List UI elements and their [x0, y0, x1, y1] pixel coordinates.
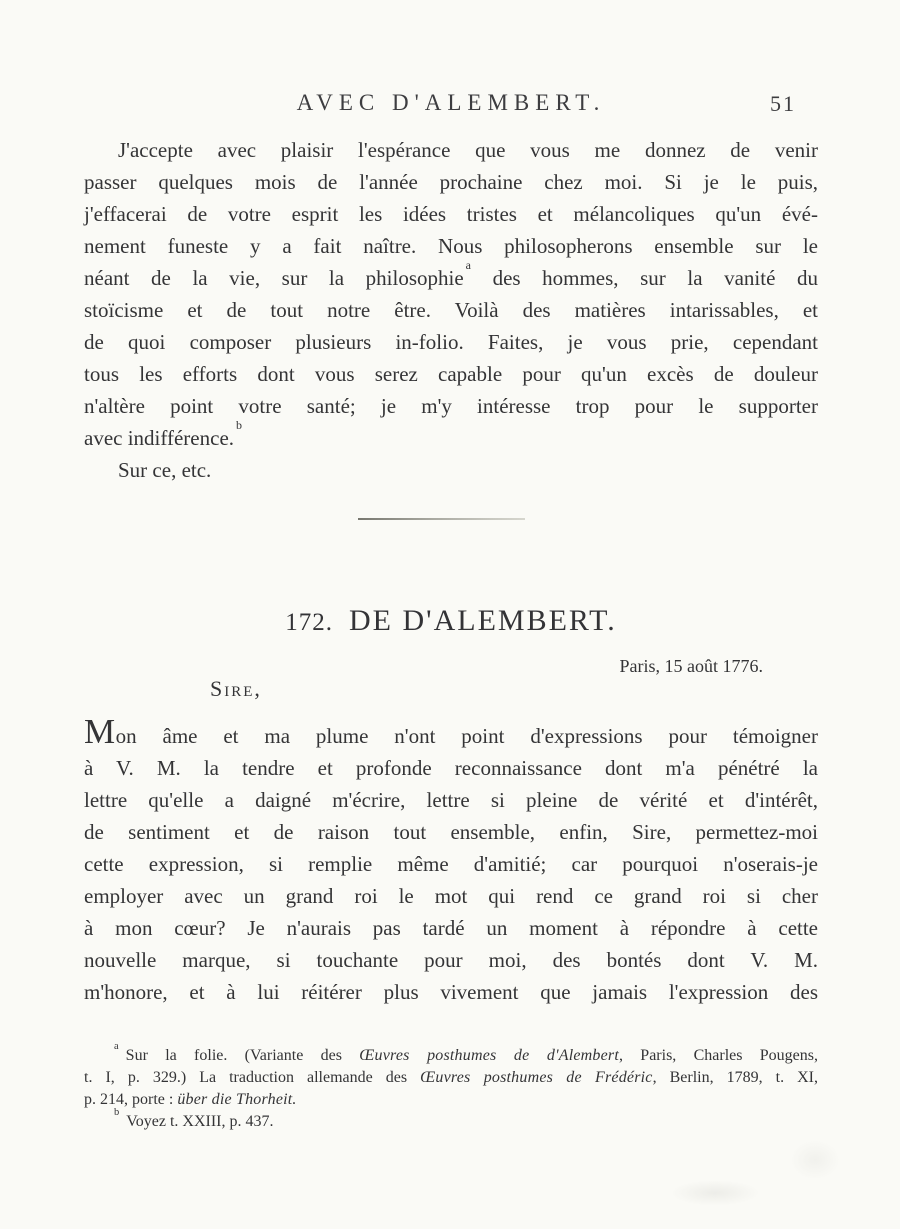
- text-line: nement funeste y a fait naître. Nous philosopherons ensemble sur le: [84, 234, 818, 258]
- text-line: employer avec un grand roi le mot qui rend ce grand roi si cher: [84, 884, 818, 908]
- footnote-ref-b: b: [236, 418, 243, 432]
- text-line: stoïcisme et de tout notre être. Voilà des matières intarissables, et: [84, 298, 818, 322]
- text-segment: Voyez t. XXIII, p. 437.: [126, 1113, 274, 1130]
- dateline: Paris, 15 août 1776.: [619, 656, 763, 676]
- text-segment: , Paris, Charles Pougens,: [619, 1047, 818, 1064]
- text-line: [84, 712, 818, 752]
- text-line: à V. M. la tendre et profonde reconnaissance dont m'a pénétré la: [84, 756, 818, 780]
- text-line: [84, 258, 818, 294]
- text-line: J'accepte avec plaisir l'espérance que vous me donnez de venir: [118, 138, 818, 162]
- footnote-a-line: [84, 1067, 818, 1089]
- text-line: tous les efforts dont vous serez capable pour qu'un excès de douleur: [84, 362, 818, 386]
- footnote-a-marker: a: [114, 1040, 119, 1052]
- footnote-a-line: [84, 1040, 818, 1067]
- book-title-italic: über die Thorheit.: [177, 1091, 297, 1108]
- book-title-italic: Œuvres posthumes de d'Alembert: [359, 1047, 619, 1064]
- letter-number: 172.: [285, 609, 334, 636]
- text-segment: néant de la vie, sur la philosophie: [84, 266, 464, 290]
- scan-smudge: [670, 1180, 760, 1206]
- footnotes: [84, 1040, 818, 1133]
- text-line: passer quelques mois de l'année prochaine chez moi. Si je le puis,: [84, 170, 818, 194]
- letter-title: DE D'ALEMBERT.: [349, 604, 617, 637]
- letter-heading: [84, 604, 818, 638]
- running-header-title: AVEC D'ALEMBERT.: [296, 90, 606, 115]
- book-title-italic: Œuvres posthumes de Frédéric: [420, 1069, 653, 1086]
- page-number: 51: [770, 91, 796, 116]
- text-line: de sentiment et de raison tout ensemble, enfin, Sire, permettez-moi: [84, 820, 818, 844]
- footnote-b-line: [84, 1106, 818, 1133]
- footnote-b-marker: b: [114, 1106, 120, 1118]
- salutation: Sire,: [210, 676, 262, 701]
- letter-172-body: [84, 712, 818, 1008]
- text-line: n'altère point votre santé; je m'y intéresse trop pour le supporter: [84, 394, 818, 418]
- text-segment: avec indifférence.: [84, 426, 235, 450]
- footnote-a-line: [84, 1089, 818, 1111]
- running-header: [84, 90, 818, 116]
- text-line: j'effacerai de votre esprit les idées tristes et mélancoliques qu'un évé-: [84, 202, 818, 226]
- text-line: de quoi composer plusieurs in-folio. Faites, je vous prie, cependant: [84, 330, 818, 354]
- text-line: à mon cœur? Je n'aurais pas tardé un moment à répondre à cette: [84, 916, 818, 940]
- footnote-ref-a: a: [465, 258, 471, 272]
- text-line: lettre qu'elle a daigné m'écrire, lettre si pleine de vérité et d'intérêt,: [84, 788, 818, 812]
- section-divider-rule: [358, 518, 525, 520]
- text-segment: on âme et ma plume n'ont point d'expressions pour témoigner: [115, 724, 818, 748]
- text-segment: , Berlin, 1789, t. XI,: [652, 1069, 818, 1086]
- text-line: [84, 418, 818, 454]
- letter-171-body: [84, 134, 818, 486]
- text-segment: t. I, p. 329.) La traduction allemande des: [84, 1069, 421, 1086]
- text-line: m'honore, et à lui réitérer plus vivement que jamais l'expression des: [84, 980, 818, 1004]
- text-segment: des hommes, sur la vanité du: [470, 266, 818, 290]
- text-segment: Sur la folie. (Variante des: [125, 1047, 360, 1064]
- letter-closing: Sur ce, etc.: [118, 458, 212, 482]
- text-line: cette expression, si remplie même d'amitié; car pourquoi n'oserais-je: [84, 852, 818, 876]
- scan-smudge: [790, 1140, 840, 1180]
- text-line: nouvelle marque, si touchante pour moi, des bontés dont V. M.: [84, 948, 818, 972]
- drop-initial: M: [84, 712, 116, 751]
- text-segment: p. 214, porte :: [84, 1091, 178, 1108]
